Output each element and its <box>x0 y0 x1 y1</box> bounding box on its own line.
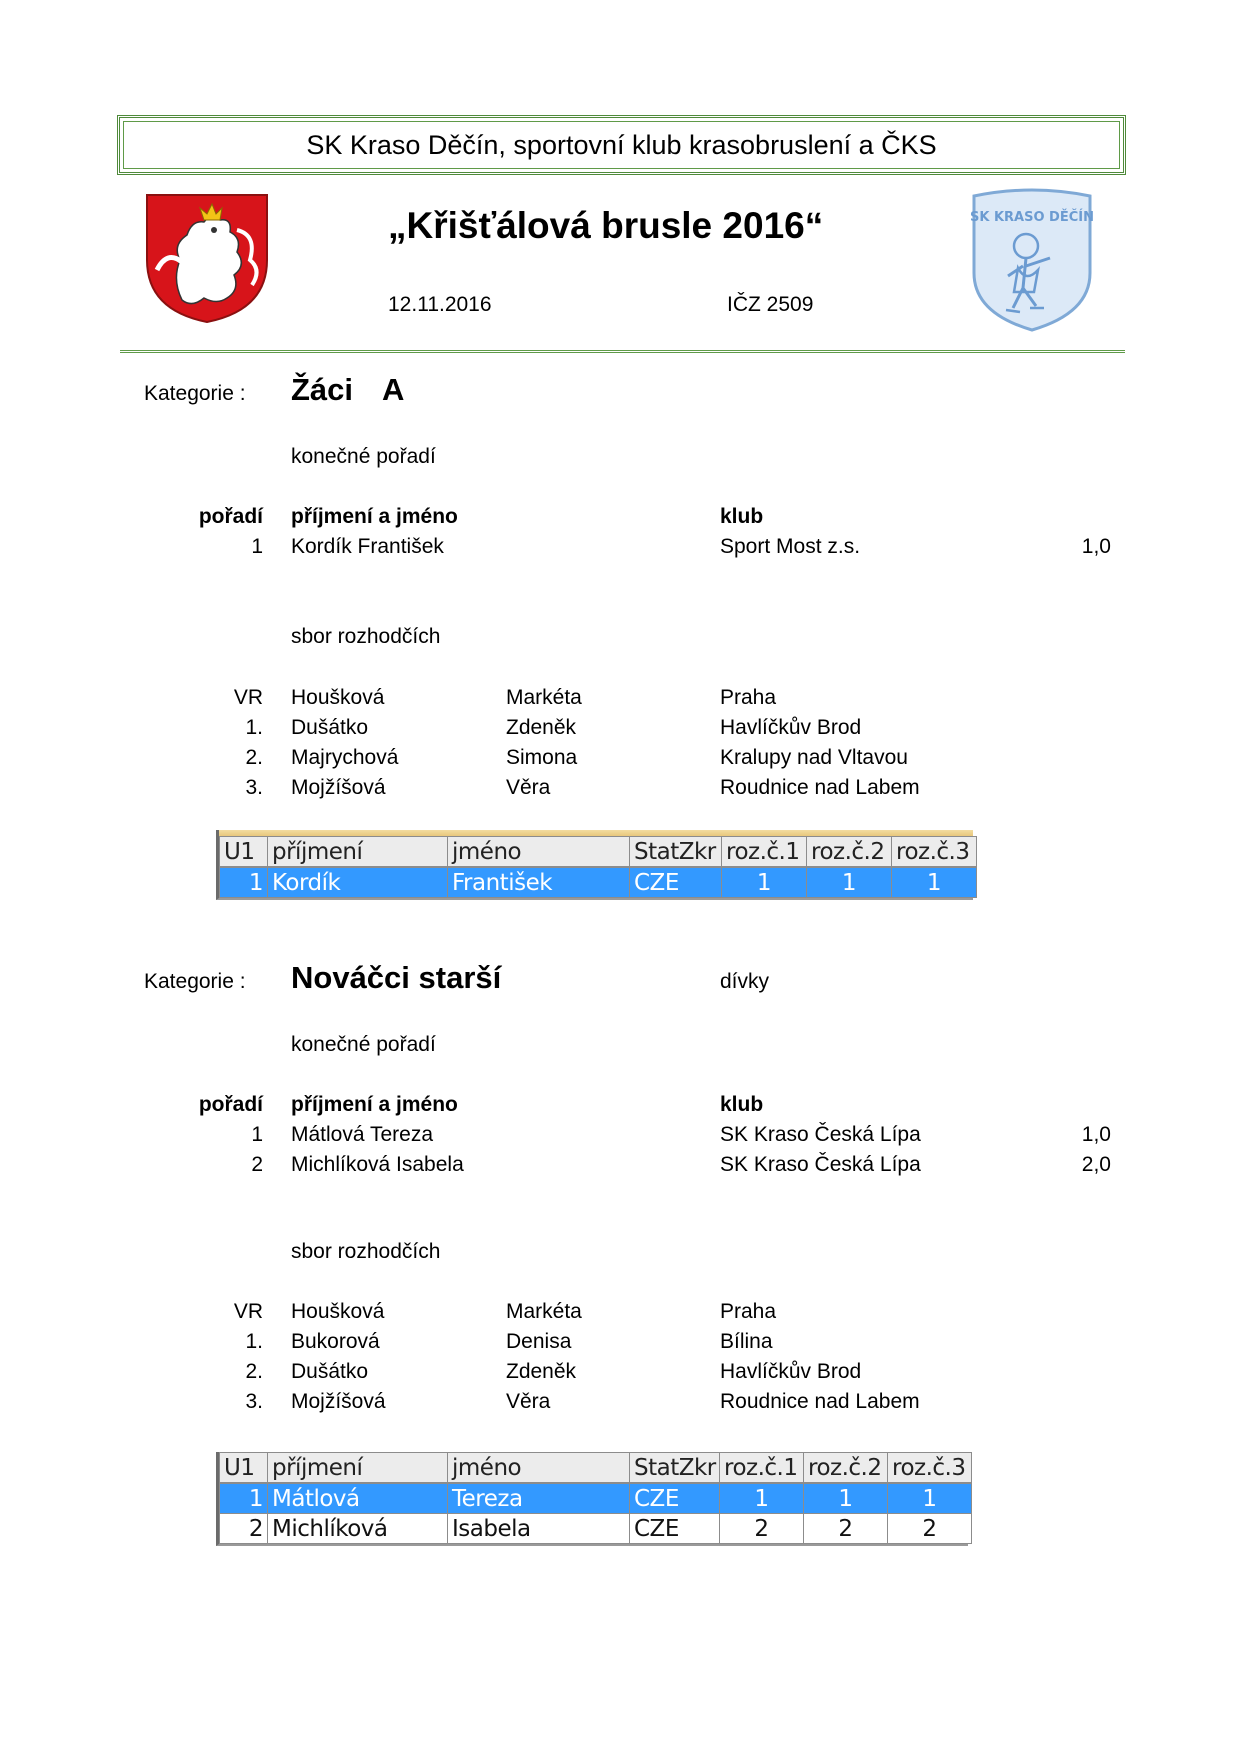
event-title: „Křišťálová brusle 2016“ <box>388 205 824 246</box>
result-score: 2,0 <box>1081 1153 1111 1176</box>
judge-role: VR <box>233 1300 263 1323</box>
grid-col-judge1[interactable]: roz.č.1 <box>720 1453 804 1484</box>
event-date: 12.11.2016 <box>388 293 492 316</box>
kategorie-label: Kategorie : <box>144 970 246 993</box>
result-rank: 2 <box>251 1153 263 1176</box>
judge-city: Havlíčkův Brod <box>720 1360 862 1383</box>
judge-role: 1. <box>245 716 263 739</box>
grid-cell-nationality[interactable]: CZE <box>630 867 722 898</box>
grid-cell-judge2[interactable]: 1 <box>807 867 892 898</box>
grid-cell-judge3[interactable]: 1 <box>888 1483 972 1514</box>
category-subtitle: dívky <box>720 970 770 993</box>
club-logo-text: SK KRASO DĚČÍN <box>970 210 1094 225</box>
judge-firstname: Markéta <box>506 1300 582 1323</box>
results-grid <box>216 830 973 900</box>
judge-surname: Houšková <box>291 1300 385 1323</box>
grid-cell-firstname[interactable]: Isabela <box>448 1514 630 1544</box>
judge-firstname: Denisa <box>506 1330 572 1353</box>
judge-surname: Dušátko <box>291 1360 369 1383</box>
judge-surname: Houšková <box>291 686 385 709</box>
grid-col-judge3[interactable]: roz.č.3 <box>888 1453 972 1484</box>
grid-cell-nationality[interactable]: CZE <box>630 1483 720 1514</box>
result-club: SK Kraso Česká Lípa <box>720 1123 921 1146</box>
result-club: SK Kraso Česká Lípa <box>720 1153 921 1176</box>
category-name: Nováčci starší <box>291 960 502 995</box>
judge-surname: Mojžíšová <box>291 1390 386 1413</box>
grid-cell-judge3[interactable]: 1 <box>892 867 977 898</box>
col-rank-header: pořadí <box>198 1093 263 1116</box>
decin-crest-icon <box>142 190 272 325</box>
judge-city: Havlíčkův Brod <box>720 716 862 739</box>
judge-surname: Majrychová <box>291 746 399 769</box>
grid-cell-u1[interactable]: 2 <box>220 1514 268 1544</box>
judge-role: 1. <box>245 1330 263 1353</box>
grid-row-selected[interactable] <box>220 867 977 898</box>
judge-role: 2. <box>245 746 263 769</box>
judge-role: 3. <box>245 1390 263 1413</box>
judge-surname: Bukorová <box>291 1330 380 1353</box>
judge-role: 3. <box>245 776 263 799</box>
grid-cell-judge1[interactable]: 1 <box>720 1483 804 1514</box>
category-name: Žáci <box>291 372 354 407</box>
grid-cell-judge3[interactable]: 2 <box>888 1514 972 1544</box>
col-club-header: klub <box>720 505 764 528</box>
sk-kraso-decin-logo-icon <box>968 188 1096 334</box>
result-rank: 1 <box>251 1123 263 1146</box>
organizer-text: SK Kraso Děčín, sportovní klub krasobruslení a ČKS <box>306 129 937 160</box>
organizer-banner <box>117 115 1126 175</box>
grid-cell-surname[interactable]: Mátlová <box>268 1483 448 1514</box>
judge-firstname: Simona <box>506 746 578 769</box>
results-grid-table <box>219 836 977 898</box>
judge-firstname: Věra <box>506 1390 551 1413</box>
judge-city: Praha <box>720 1300 777 1323</box>
grid-cell-surname[interactable]: Michlíková <box>268 1514 448 1544</box>
category-level: A <box>382 372 405 407</box>
grid-cell-nationality[interactable]: CZE <box>630 1514 720 1544</box>
grid-cell-judge2[interactable]: 2 <box>804 1514 888 1544</box>
grid-col-u1[interactable]: U1 <box>220 837 268 868</box>
judges-heading: sbor rozhodčích <box>291 1240 441 1263</box>
result-club: Sport Most z.s. <box>720 535 861 558</box>
grid-cell-surname[interactable]: Kordík <box>268 867 448 898</box>
grid-cell-judge1[interactable]: 1 <box>722 867 807 898</box>
judge-city: Roudnice nad Labem <box>720 1390 920 1413</box>
result-score: 1,0 <box>1081 1123 1111 1146</box>
grid-cell-judge2[interactable]: 1 <box>804 1483 888 1514</box>
grid-header-row <box>220 837 977 868</box>
col-name-header: příjmení a jméno <box>291 1093 458 1116</box>
grid-header-row <box>220 1453 972 1484</box>
judge-city: Roudnice nad Labem <box>720 776 920 799</box>
judge-firstname: Markéta <box>506 686 582 709</box>
final-order-heading: konečné pořadí <box>291 1033 436 1056</box>
grid-cell-firstname[interactable]: František <box>448 867 630 898</box>
judge-firstname: Zdeněk <box>506 1360 577 1383</box>
grid-col-judge2[interactable]: roz.č.2 <box>804 1453 888 1484</box>
grid-col-nationality[interactable]: StatZkr <box>630 1453 720 1484</box>
grid-col-u1[interactable]: U1 <box>220 1453 268 1484</box>
judge-city: Bílina <box>720 1330 773 1353</box>
judge-city: Kralupy nad Vltavou <box>720 746 908 769</box>
grid-col-judge1[interactable]: roz.č.1 <box>722 837 807 868</box>
judges-heading: sbor rozhodčích <box>291 625 441 648</box>
results-grid <box>216 1452 968 1546</box>
result-name: Michlíková Isabela <box>291 1153 464 1176</box>
grid-row[interactable] <box>220 1514 972 1544</box>
col-name-header: příjmení a jméno <box>291 505 458 528</box>
result-name: Mátlová Tereza <box>291 1123 434 1146</box>
grid-col-judge3[interactable]: roz.č.3 <box>892 837 977 868</box>
judge-surname: Mojžíšová <box>291 776 386 799</box>
event-icz: IČZ 2509 <box>727 293 814 316</box>
grid-col-firstname[interactable]: jméno <box>448 1453 630 1484</box>
grid-cell-judge1[interactable]: 2 <box>720 1514 804 1544</box>
grid-cell-u1[interactable]: 1 <box>220 1483 268 1514</box>
header-divider <box>120 350 1125 353</box>
grid-col-surname[interactable]: příjmení <box>268 837 448 868</box>
result-score: 1,0 <box>1081 535 1111 558</box>
grid-cell-u1[interactable]: 1 <box>220 867 268 898</box>
grid-col-surname[interactable]: příjmení <box>268 1453 448 1484</box>
result-name: Kordík František <box>291 535 444 558</box>
grid-col-firstname[interactable]: jméno <box>448 837 630 868</box>
col-club-header: klub <box>720 1093 764 1116</box>
results-grid-table <box>219 1452 972 1544</box>
grid-cell-firstname[interactable]: Tereza <box>448 1483 630 1514</box>
judge-surname: Dušátko <box>291 716 369 739</box>
result-rank: 1 <box>251 535 263 558</box>
judge-firstname: Zdeněk <box>506 716 577 739</box>
grid-col-judge2[interactable]: roz.č.2 <box>807 837 892 868</box>
judge-firstname: Věra <box>506 776 551 799</box>
grid-row-selected[interactable] <box>220 1483 972 1514</box>
kategorie-label: Kategorie : <box>144 382 246 405</box>
grid-col-nationality[interactable]: StatZkr <box>630 837 722 868</box>
judge-city: Praha <box>720 686 777 709</box>
judge-role: VR <box>233 686 263 709</box>
judge-role: 2. <box>245 1360 263 1383</box>
col-rank-header: pořadí <box>198 505 263 528</box>
final-order-heading: konečné pořadí <box>291 445 436 468</box>
